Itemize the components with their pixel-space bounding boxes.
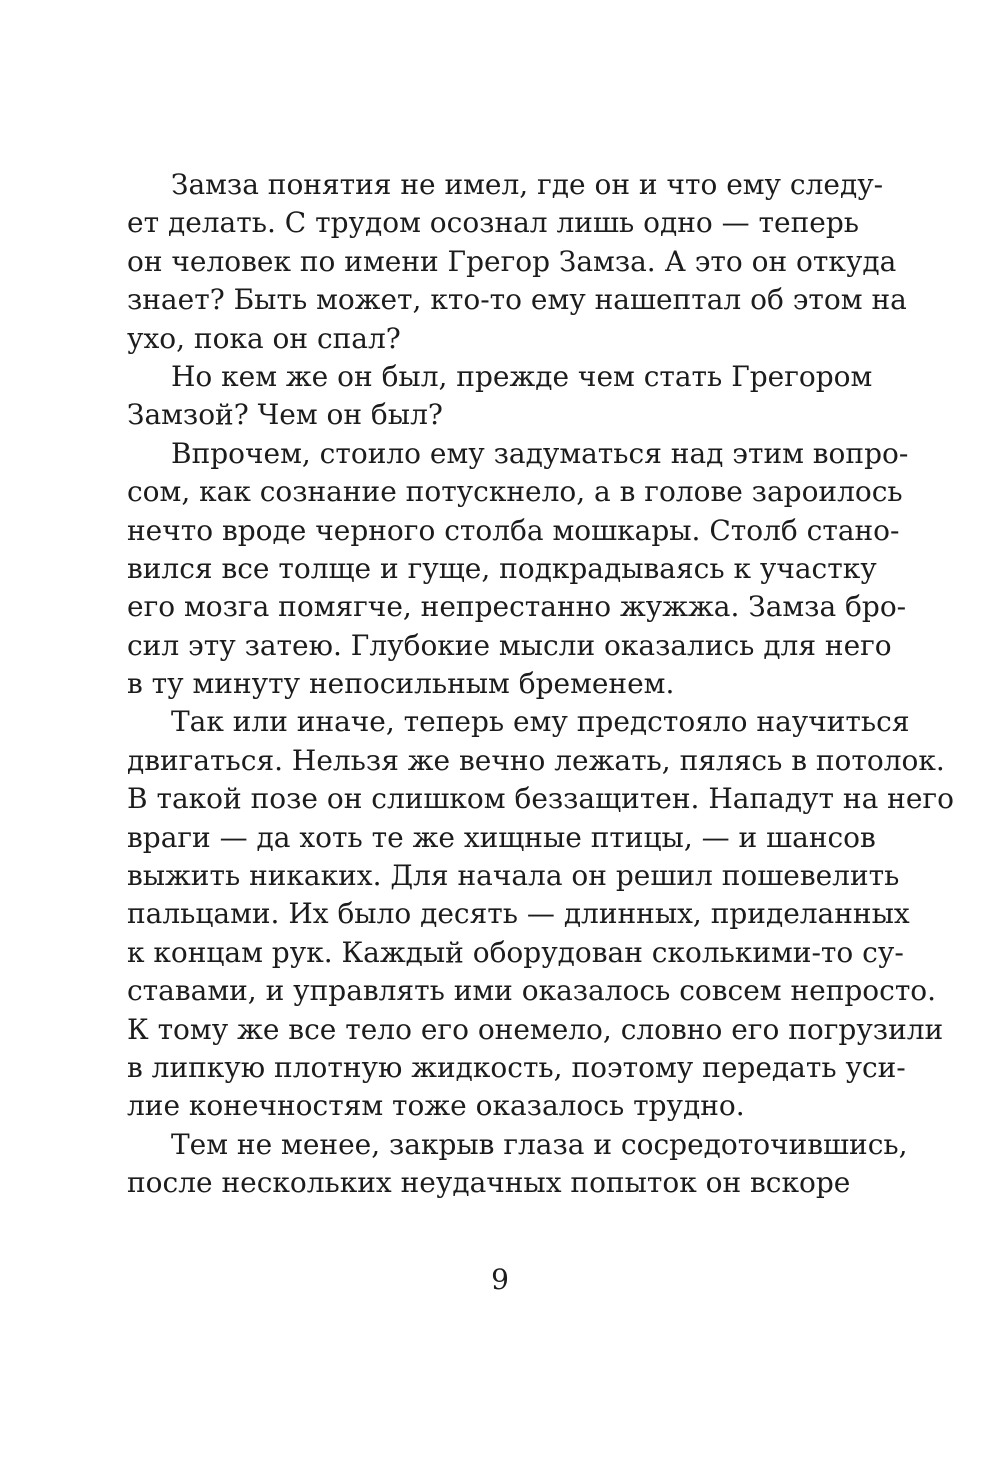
text-line: после нескольких неудачных попыток он вскоре xyxy=(127,1166,851,1200)
page-number: 9 xyxy=(491,1263,509,1296)
text-line: лие конечностям тоже оказалось трудно. xyxy=(127,1089,745,1123)
text-line: в ту минуту непосильным бременем. xyxy=(127,667,675,701)
text-line: Замзой? Чем он был? xyxy=(127,398,443,432)
text-line: знает? Быть может, кто-то ему нашептал об этом на xyxy=(127,283,907,317)
text-line: он человек по имени Грегор Замза. А это он откуда xyxy=(127,244,897,278)
text-line: его мозга помягче, непрестанно жужжа. Замза бро- xyxy=(127,590,907,624)
text-line: пальцами. Их было десять — длинных, приделанных xyxy=(127,897,910,931)
text-line: Так или иначе, теперь ему предстояло научиться xyxy=(171,705,910,739)
text-line: выжить никаких. Для начала он решил пошевелить xyxy=(127,859,900,893)
text-line: вился все толще и гуще, подкрадываясь к участку xyxy=(127,551,877,585)
text-line: враги — да хоть те же хищные птицы, — и шансов xyxy=(127,820,876,854)
text-line: Но кем же он был, прежде чем стать Грегором xyxy=(171,359,873,393)
text-line: двигаться. Нельзя же вечно лежать, пялясь в потолок. xyxy=(127,743,945,777)
text-line: Тем не менее, закрыв глаза и сосредоточившись, xyxy=(171,1127,908,1161)
body-text xyxy=(127,166,954,1203)
text-line: ет делать. С трудом осознал лишь одно — теперь xyxy=(127,206,859,240)
text-line: В такой позе он слишком беззащитен. Нападут на него xyxy=(127,782,954,816)
text-line: ухо, пока он спал? xyxy=(127,321,401,355)
text-line: к концам рук. Каждый оборудован сколькими-то су- xyxy=(127,935,904,969)
text-line: нечто вроде черного столба мошкары. Столб стано- xyxy=(127,513,900,547)
text-line: в липкую плотную жидкость, поэтому передать уси- xyxy=(127,1050,906,1084)
text-line: ставами, и управлять ими оказалось совсем непросто. xyxy=(127,974,937,1008)
text-line: сом, как сознание потускнело, а в голове зароилось xyxy=(127,475,903,509)
text-line: Впрочем, стоило ему задуматься над этим вопро- xyxy=(171,436,909,470)
text-line: Замза понятия не имел, где он и что ему следу- xyxy=(171,168,884,201)
text-line: К тому же все тело его онемело, словно его погрузили xyxy=(127,1012,944,1046)
text-line: сил эту затею. Глубокие мысли оказались для него xyxy=(127,628,892,662)
